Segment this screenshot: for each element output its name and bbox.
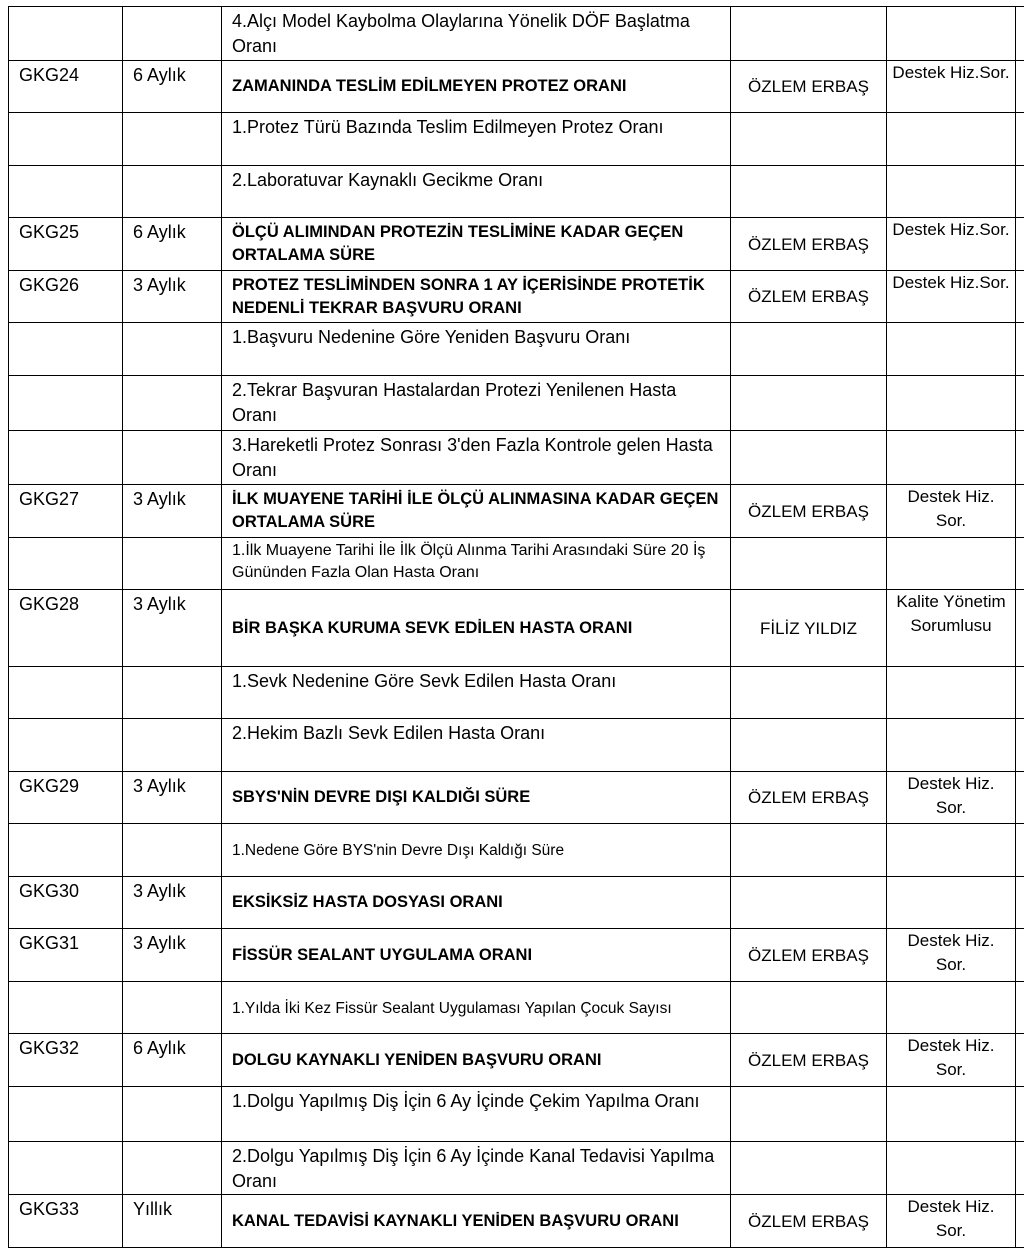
responsible-unit-cell bbox=[887, 323, 1016, 376]
sub-indicator-row bbox=[9, 538, 1024, 590]
responsible-unit-cell bbox=[887, 166, 1016, 218]
responsible-person-cell bbox=[731, 113, 887, 166]
sub-indicator-name-cell: 2.Laboratuvar Kaynaklı Gecikme Oranı bbox=[222, 166, 731, 218]
measurement-period-cell bbox=[123, 1142, 222, 1195]
indicator-code-cell bbox=[9, 7, 123, 61]
indicator-code-cell: GKG29 bbox=[9, 772, 123, 824]
trailing-cell bbox=[1016, 485, 1024, 538]
indicator-code-cell bbox=[9, 667, 123, 719]
responsible-unit-cell bbox=[887, 1087, 1016, 1142]
responsible-person-cell bbox=[731, 719, 887, 772]
measurement-period-cell bbox=[123, 719, 222, 772]
measurement-period-cell bbox=[123, 538, 222, 590]
sub-indicator-name-cell: 1.Nedene Göre BYS'nin Devre Dışı Kaldığı Süre bbox=[222, 824, 731, 877]
indicator-name-cell: ZAMANINDA TESLİM EDİLMEYEN PROTEZ ORANI bbox=[222, 61, 731, 113]
responsible-person-cell: FİLİZ YILDIZ bbox=[731, 590, 887, 667]
trailing-cell bbox=[1016, 61, 1024, 113]
indicator-row bbox=[9, 218, 1024, 271]
indicator-code-cell bbox=[9, 824, 123, 877]
sub-indicator-row bbox=[9, 1142, 1024, 1195]
responsible-unit-cell bbox=[887, 982, 1016, 1034]
measurement-period-cell bbox=[123, 667, 222, 719]
responsible-person-cell bbox=[731, 166, 887, 218]
indicator-code-cell bbox=[9, 538, 123, 590]
measurement-period-cell: 6 Aylık bbox=[123, 218, 222, 271]
sub-indicator-row bbox=[9, 824, 1024, 877]
trailing-cell bbox=[1016, 7, 1024, 61]
responsible-unit-cell bbox=[887, 824, 1016, 877]
responsible-person-cell bbox=[731, 538, 887, 590]
trailing-cell bbox=[1016, 772, 1024, 824]
responsible-unit-cell bbox=[887, 376, 1016, 431]
responsible-person-cell bbox=[731, 824, 887, 877]
measurement-period-cell: 3 Aylık bbox=[123, 929, 222, 982]
trailing-cell bbox=[1016, 824, 1024, 877]
indicator-code-cell: GKG32 bbox=[9, 1034, 123, 1087]
measurement-period-cell: 3 Aylık bbox=[123, 772, 222, 824]
responsible-unit-cell: Kalite Yönetim Sorumlusu bbox=[887, 590, 1016, 667]
sub-indicator-name-cell: 2.Dolgu Yapılmış Diş İçin 6 Ay İçinde Kanal Tedavisi Yapılma Oranı bbox=[222, 1142, 731, 1195]
trailing-cell bbox=[1016, 218, 1024, 271]
responsible-unit-cell: Destek Hiz. Sor. bbox=[887, 772, 1016, 824]
measurement-period-cell: 3 Aylık bbox=[123, 271, 222, 323]
sub-indicator-row bbox=[9, 7, 1024, 61]
indicator-code-cell: GKG30 bbox=[9, 877, 123, 929]
indicator-code-cell bbox=[9, 719, 123, 772]
responsible-person-cell bbox=[731, 323, 887, 376]
responsible-person-cell: ÖZLEM ERBAŞ bbox=[731, 1034, 887, 1087]
indicator-name-cell: FİSSÜR SEALANT UYGULAMA ORANI bbox=[222, 929, 731, 982]
sub-indicator-name-cell: 4.Alçı Model Kaybolma Olaylarına Yönelik DÖF Başlatma Oranı bbox=[222, 7, 731, 61]
responsible-unit-cell: Destek Hiz. Sor. bbox=[887, 1034, 1016, 1087]
sub-indicator-row bbox=[9, 376, 1024, 431]
trailing-cell bbox=[1016, 1087, 1024, 1142]
measurement-period-cell bbox=[123, 113, 222, 166]
responsible-person-cell bbox=[731, 431, 887, 485]
trailing-cell bbox=[1016, 1142, 1024, 1195]
responsible-unit-cell bbox=[887, 113, 1016, 166]
trailing-cell bbox=[1016, 590, 1024, 667]
measurement-period-cell bbox=[123, 7, 222, 61]
indicator-code-cell: GKG26 bbox=[9, 271, 123, 323]
responsible-unit-cell bbox=[887, 7, 1016, 61]
trailing-cell bbox=[1016, 376, 1024, 431]
indicator-row bbox=[9, 485, 1024, 538]
indicator-code-cell bbox=[9, 982, 123, 1034]
trailing-cell bbox=[1016, 431, 1024, 485]
responsible-unit-cell bbox=[887, 1142, 1016, 1195]
responsible-unit-cell: Destek Hiz.Sor. bbox=[887, 61, 1016, 113]
responsible-person-cell: ÖZLEM ERBAŞ bbox=[731, 271, 887, 323]
indicator-code-cell bbox=[9, 431, 123, 485]
indicator-code-cell: GKG27 bbox=[9, 485, 123, 538]
measurement-period-cell: 3 Aylık bbox=[123, 590, 222, 667]
responsible-person-cell bbox=[731, 7, 887, 61]
responsible-unit-cell bbox=[887, 877, 1016, 929]
indicator-code-cell bbox=[9, 113, 123, 166]
responsible-person-cell: ÖZLEM ERBAŞ bbox=[731, 929, 887, 982]
trailing-cell bbox=[1016, 877, 1024, 929]
indicator-name-cell: KANAL TEDAVİSİ KAYNAKLI YENİDEN BAŞVURU ORANI bbox=[222, 1195, 731, 1248]
trailing-cell bbox=[1016, 1034, 1024, 1087]
measurement-period-cell: 3 Aylık bbox=[123, 877, 222, 929]
responsible-unit-cell bbox=[887, 719, 1016, 772]
indicator-code-cell: GKG31 bbox=[9, 929, 123, 982]
measurement-period-cell: 6 Aylık bbox=[123, 61, 222, 113]
indicator-row bbox=[9, 61, 1024, 113]
measurement-period-cell bbox=[123, 982, 222, 1034]
responsible-unit-cell: Destek Hiz.Sor. bbox=[887, 271, 1016, 323]
measurement-period-cell: 3 Aylık bbox=[123, 485, 222, 538]
trailing-cell bbox=[1016, 929, 1024, 982]
responsible-unit-cell bbox=[887, 431, 1016, 485]
responsible-unit-cell bbox=[887, 667, 1016, 719]
sub-indicator-name-cell: 2.Hekim Bazlı Sevk Edilen Hasta Oranı bbox=[222, 719, 731, 772]
trailing-cell bbox=[1016, 271, 1024, 323]
measurement-period-cell bbox=[123, 1087, 222, 1142]
indicator-name-cell: EKSİKSİZ HASTA DOSYASI ORANI bbox=[222, 877, 731, 929]
sub-indicator-name-cell: 2.Tekrar Başvuran Hastalardan Protezi Yenilenen Hasta Oranı bbox=[222, 376, 731, 431]
responsible-unit-cell: Destek Hiz.Sor. bbox=[887, 218, 1016, 271]
responsible-person-cell: ÖZLEM ERBAŞ bbox=[731, 1195, 887, 1248]
sub-indicator-row bbox=[9, 982, 1024, 1034]
responsible-person-cell: ÖZLEM ERBAŞ bbox=[731, 218, 887, 271]
indicator-code-cell bbox=[9, 166, 123, 218]
measurement-period-cell bbox=[123, 323, 222, 376]
responsible-unit-cell: Destek Hiz. Sor. bbox=[887, 1195, 1016, 1248]
indicator-name-cell: İLK MUAYENE TARİHİ İLE ÖLÇÜ ALINMASINA KADAR GEÇEN ORTALAMA SÜRE bbox=[222, 485, 731, 538]
responsible-unit-cell: Destek Hiz. Sor. bbox=[887, 485, 1016, 538]
measurement-period-cell bbox=[123, 376, 222, 431]
indicator-row bbox=[9, 1034, 1024, 1087]
measurement-period-cell bbox=[123, 824, 222, 877]
sub-indicator-name-cell: 1.Başvuru Nedenine Göre Yeniden Başvuru Oranı bbox=[222, 323, 731, 376]
indicator-row bbox=[9, 929, 1024, 982]
trailing-cell bbox=[1016, 113, 1024, 166]
sub-indicator-row bbox=[9, 113, 1024, 166]
indicator-code-cell: GKG25 bbox=[9, 218, 123, 271]
measurement-period-cell bbox=[123, 431, 222, 485]
measurement-period-cell: Yıllık bbox=[123, 1195, 222, 1248]
responsible-person-cell bbox=[731, 1142, 887, 1195]
indicator-code-cell bbox=[9, 1142, 123, 1195]
indicator-name-cell: DOLGU KAYNAKLI YENİDEN BAŞVURU ORANI bbox=[222, 1034, 731, 1087]
responsible-unit-cell: Destek Hiz. Sor. bbox=[887, 929, 1016, 982]
indicator-row bbox=[9, 1195, 1024, 1248]
responsible-person-cell bbox=[731, 1087, 887, 1142]
trailing-cell bbox=[1016, 667, 1024, 719]
sub-indicator-row bbox=[9, 667, 1024, 719]
sub-indicator-name-cell: 1.Dolgu Yapılmış Diş İçin 6 Ay İçinde Çekim Yapılma Oranı bbox=[222, 1087, 731, 1142]
indicator-row bbox=[9, 772, 1024, 824]
sub-indicator-name-cell: 1.Yılda İki Kez Fissür Sealant Uygulaması Yapılan Çocuk Sayısı bbox=[222, 982, 731, 1034]
sub-indicator-row bbox=[9, 1087, 1024, 1142]
indicator-row bbox=[9, 271, 1024, 323]
indicator-code-cell: GKG28 bbox=[9, 590, 123, 667]
sub-indicator-row bbox=[9, 323, 1024, 376]
indicator-code-cell: GKG33 bbox=[9, 1195, 123, 1248]
responsible-person-cell bbox=[731, 376, 887, 431]
trailing-cell bbox=[1016, 982, 1024, 1034]
indicator-name-cell: SBYS'NİN DEVRE DIŞI KALDIĞI SÜRE bbox=[222, 772, 731, 824]
responsible-person-cell: ÖZLEM ERBAŞ bbox=[731, 61, 887, 113]
responsible-person-cell bbox=[731, 982, 887, 1034]
trailing-cell bbox=[1016, 323, 1024, 376]
indicator-row bbox=[9, 590, 1024, 667]
responsible-person-cell bbox=[731, 667, 887, 719]
responsible-person-cell: ÖZLEM ERBAŞ bbox=[731, 485, 887, 538]
indicator-name-cell: ÖLÇÜ ALIMINDAN PROTEZİN TESLİMİNE KADAR GEÇEN ORTALAMA SÜRE bbox=[222, 218, 731, 271]
indicator-code-cell bbox=[9, 376, 123, 431]
sub-indicator-name-cell: 1.Protez Türü Bazında Teslim Edilmeyen Protez Oranı bbox=[222, 113, 731, 166]
trailing-cell bbox=[1016, 719, 1024, 772]
indicator-table bbox=[8, 6, 1024, 1248]
sub-indicator-name-cell: 3.Hareketli Protez Sonrası 3'den Fazla Kontrole gelen Hasta Oranı bbox=[222, 431, 731, 485]
trailing-cell bbox=[1016, 1195, 1024, 1248]
indicator-name-cell: BİR BAŞKA KURUMA SEVK EDİLEN HASTA ORANI bbox=[222, 590, 731, 667]
sub-indicator-row bbox=[9, 166, 1024, 218]
indicator-code-cell: GKG24 bbox=[9, 61, 123, 113]
responsible-person-cell bbox=[731, 877, 887, 929]
trailing-cell bbox=[1016, 538, 1024, 590]
measurement-period-cell: 6 Aylık bbox=[123, 1034, 222, 1087]
responsible-person-cell: ÖZLEM ERBAŞ bbox=[731, 772, 887, 824]
indicator-code-cell bbox=[9, 1087, 123, 1142]
indicator-row bbox=[9, 877, 1024, 929]
sub-indicator-name-cell: 1.İlk Muayene Tarihi İle İlk Ölçü Alınma Tarihi Arasındaki Süre 20 İş Gününden Fazla Olan Hasta Oranı bbox=[222, 538, 731, 590]
sub-indicator-row bbox=[9, 719, 1024, 772]
sub-indicator-row bbox=[9, 431, 1024, 485]
measurement-period-cell bbox=[123, 166, 222, 218]
trailing-cell bbox=[1016, 166, 1024, 218]
sub-indicator-name-cell: 1.Sevk Nedenine Göre Sevk Edilen Hasta Oranı bbox=[222, 667, 731, 719]
indicator-code-cell bbox=[9, 323, 123, 376]
responsible-unit-cell bbox=[887, 538, 1016, 590]
indicator-name-cell: PROTEZ TESLİMİNDEN SONRA 1 AY İÇERİSİNDE PROTETİK NEDENLİ TEKRAR BAŞVURU ORANI bbox=[222, 271, 731, 323]
